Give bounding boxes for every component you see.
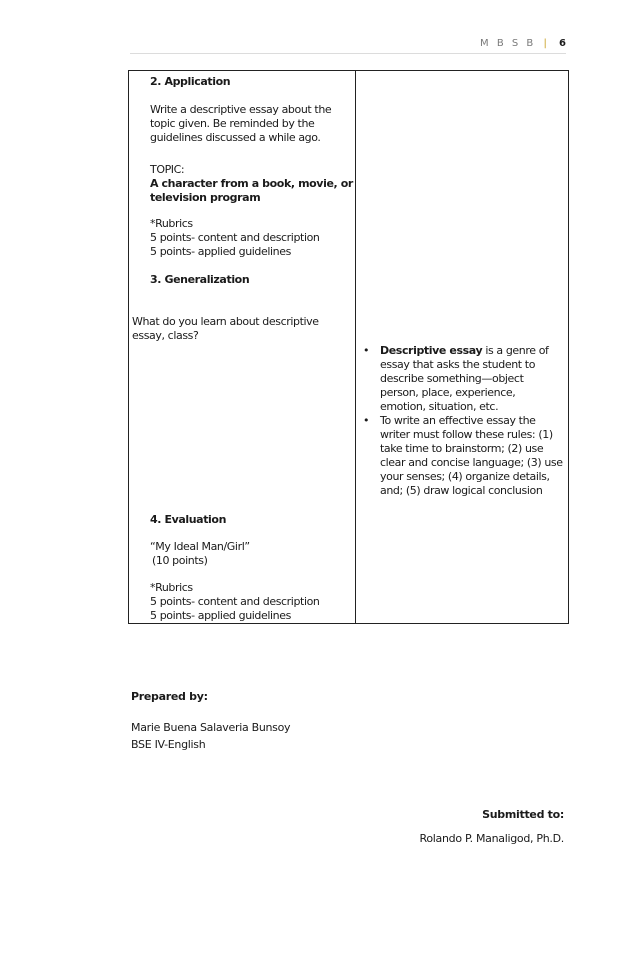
- header-separator: |: [543, 38, 550, 49]
- rubric-2b: 5 points- applied guidelines: [150, 609, 291, 622]
- rubric-1b: 5 points- applied guidelines: [150, 245, 291, 258]
- bullet-icon: •: [363, 414, 370, 427]
- bullet-icon: •: [363, 344, 370, 357]
- lesson-table: [128, 70, 569, 624]
- page-header: [480, 38, 566, 49]
- rubric-2a: 5 points- content and description: [150, 595, 320, 608]
- descriptive-essay-definition: is a genre of essay that asks the student to describe something—object person, place, experience, emotion, situation, etc.: [380, 344, 549, 413]
- application-heading: 2. Application: [150, 75, 231, 88]
- preparer-name: Marie Buena Salaveria Bunsoy: [131, 721, 291, 734]
- evaluation-heading: 4. Evaluation: [150, 513, 227, 526]
- evaluation-title: “My Ideal Man/Girl”: [150, 540, 250, 553]
- key-points-list: [359, 344, 564, 498]
- column-divider: [355, 71, 356, 623]
- preparer-course: BSE IV-English: [131, 738, 206, 751]
- rubrics-label-2: *Rubrics: [150, 581, 193, 594]
- prepared-by-label: Prepared by:: [131, 690, 208, 703]
- rubric-1a: 5 points- content and description: [150, 231, 320, 244]
- list-item: [359, 344, 564, 414]
- application-text: Write a descriptive essay about the topic given. Be reminded by the guidelines discussed a while ago.: [150, 103, 332, 144]
- submitted-to-label: Submitted to:: [482, 808, 564, 821]
- header-initials: M B S B: [480, 38, 536, 49]
- header-rule: [130, 53, 566, 54]
- topic-label: TOPIC:: [150, 163, 185, 176]
- list-item: [359, 414, 564, 498]
- topic-text: A character from a book, movie, or television program: [150, 177, 353, 204]
- submitted-to-name: Rolando P. Manaligod, Ph.D.: [419, 832, 564, 845]
- descriptive-essay-term: Descriptive essay: [380, 344, 483, 357]
- generalization-question: What do you learn about descriptive essay, class?: [132, 315, 319, 342]
- generalization-heading: 3. Generalization: [150, 273, 250, 286]
- essay-rules: To write an effective essay the writer must follow these rules: (1) take time to brainstorm; (2) use clear and concise language; (3) use your senses; (4) organize details, and; (5) draw logical conclusion: [380, 414, 563, 497]
- page-number: 6: [559, 38, 566, 49]
- rubrics-label-1: *Rubrics: [150, 217, 193, 230]
- evaluation-points: (10 points): [152, 554, 208, 567]
